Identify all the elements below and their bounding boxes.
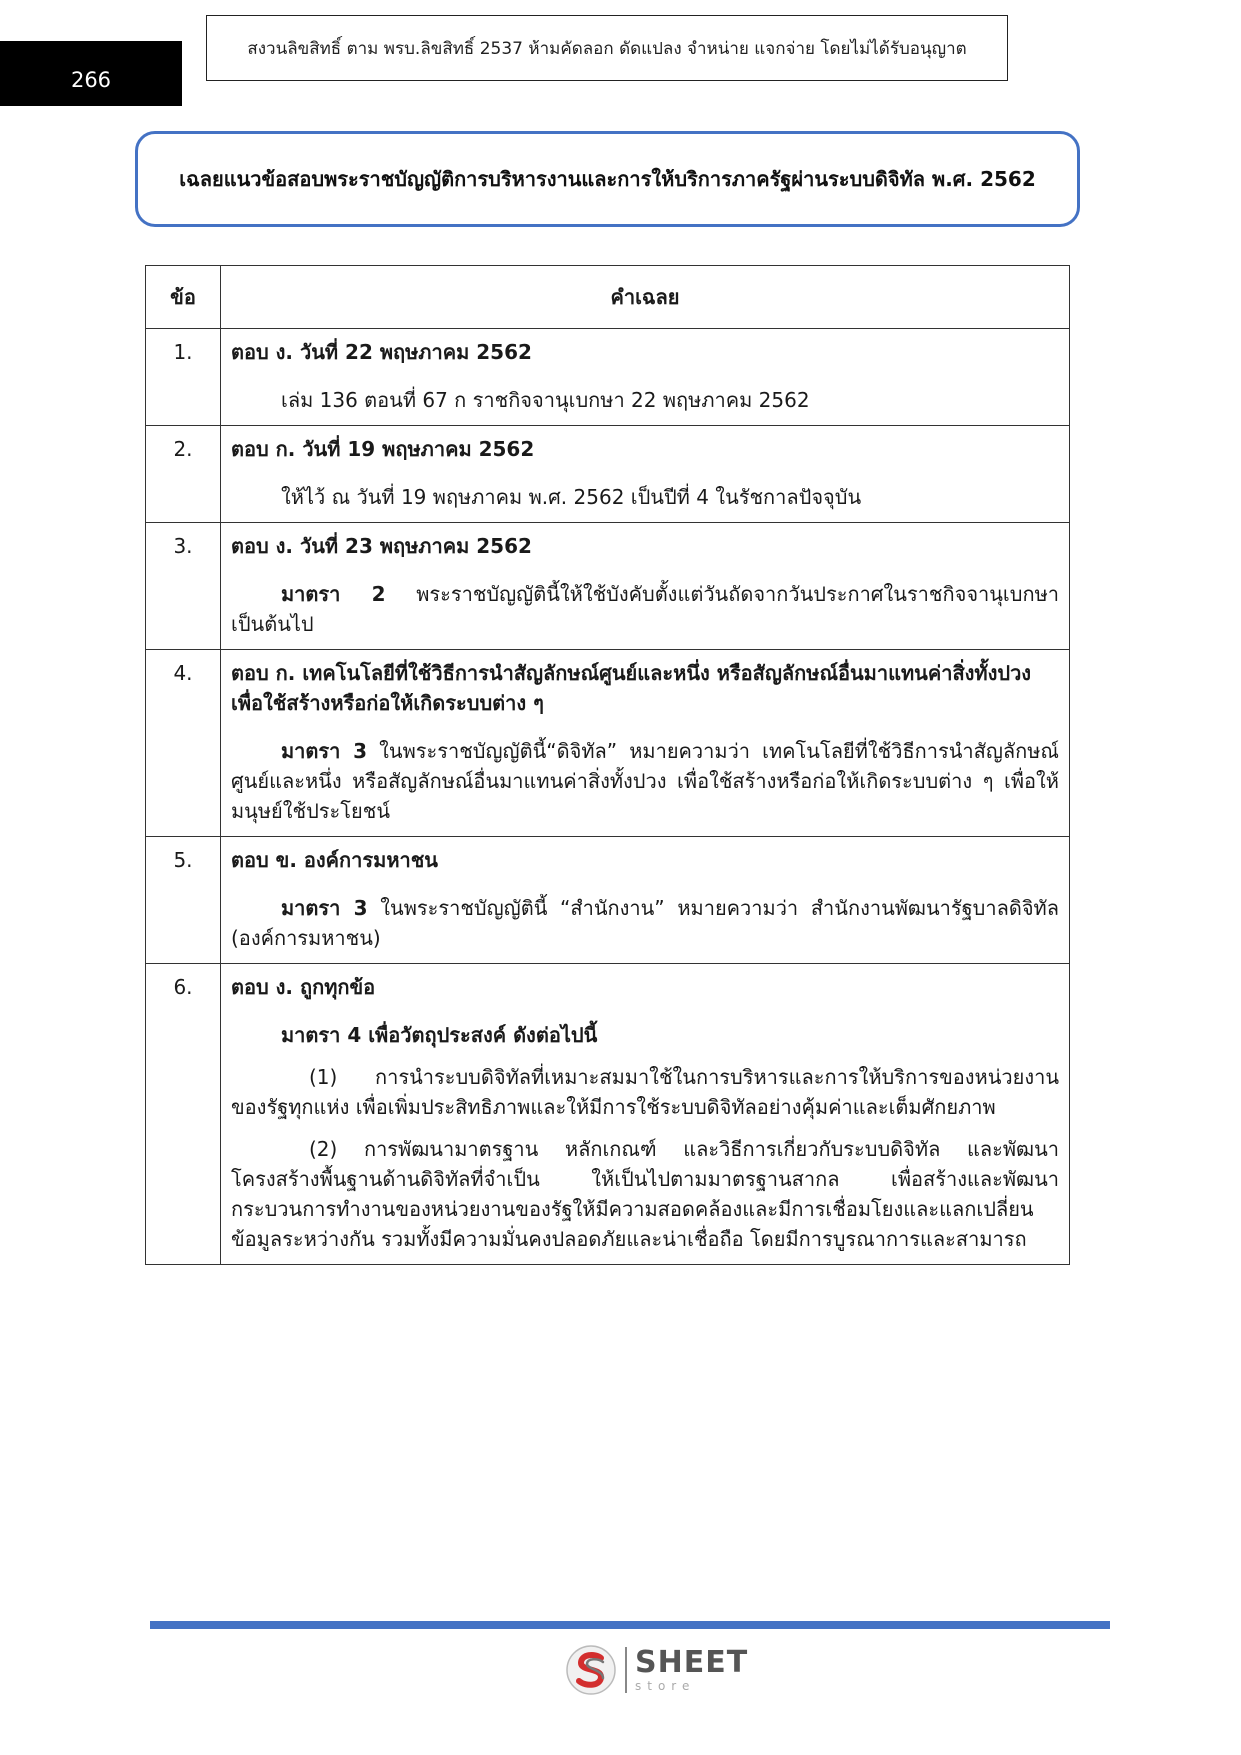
logo-text <box>635 1645 749 1693</box>
answer-detail: ให้ไว้ ณ วันที่ 19 พฤษภาคม พ.ศ. 2562 เป็นปีที่ 4 ในรัชกาลปัจจุบัน <box>281 485 862 509</box>
section-label: มาตรา 4 เพื่อวัตถุประสงค์ ดังต่อไปนี้ <box>281 1023 598 1047</box>
logo-separator <box>625 1647 627 1693</box>
answer-explanation <box>231 579 1059 639</box>
sheet-store-logo <box>565 1640 748 1700</box>
objective-item-1: (1) การนำระบบดิจิทัลที่เหมาะสมมาใช้ในการบริหารและการให้บริการของหน่วยงานของรัฐทุกแห่ง เพื่อเพิ่มประสิทธิภาพและให้มีการใช้ระบบดิจิทัลอย่างคุ้มค่าและเต็มศักยภาพ <box>231 1065 1059 1119</box>
answer-cell <box>221 523 1070 650</box>
question-number: 4. <box>146 650 221 837</box>
copyright-notice: สงวนลิขสิทธิ์ ตาม พรบ.ลิขสิทธิ์ 2537 ห้ามคัดลอก ดัดแปลง จำหน่าย แจกจ่าย โดยไม่ได้รับอนุญาต <box>206 15 1008 81</box>
logo-wordmark: SHEET <box>635 1645 749 1680</box>
answer-explanation <box>231 736 1059 826</box>
section-label: มาตรา 3 <box>281 739 368 763</box>
question-number: 6. <box>146 964 221 1265</box>
page-title: เฉลยแนวข้อสอบพระราชบัญญัติการบริหารงานและการให้บริการภาครัฐผ่านระบบดิจิทัล พ.ศ. 2562 <box>135 131 1080 227</box>
answer-cell <box>221 837 1070 964</box>
answer-heading: ตอบ ข. องค์การมหาชน <box>231 848 438 872</box>
table-header-row <box>146 266 1070 329</box>
footer-divider <box>150 1621 1110 1629</box>
answer-heading: ตอบ ง. วันที่ 22 พฤษภาคม 2562 <box>231 340 532 364</box>
answer-cell <box>221 426 1070 523</box>
question-number: 5. <box>146 837 221 964</box>
page-number: 266 <box>0 41 182 106</box>
table-row <box>146 523 1070 650</box>
answer-cell <box>221 964 1070 1265</box>
answer-cell <box>221 329 1070 426</box>
answer-detail: ในพระราชบัญญัตินี้“ดิจิทัล” หมายความว่า เทคโนโลยีที่ใช้วิธีการนำสัญลักษณ์ศูนย์และหนึ่ง หรือสัญลักษณ์อื่นมาแทนค่าสิ่งทั้งปวง เพื่อใช้สร้างหรือก่อให้เกิดระบบต่าง ๆ เพื่อให้มนุษย์ใช้ประโยชน์ <box>231 739 1059 823</box>
answer-heading: ตอบ ง. วันที่ 23 พฤษภาคม 2562 <box>231 534 532 558</box>
answer-heading: ตอบ ง. ถูกทุกข้อ <box>231 975 376 999</box>
column-header-answer: คำเฉลย <box>221 266 1070 329</box>
answer-detail: เล่ม 136 ตอนที่ 67 ก ราชกิจจานุเบกษา 22 พฤษภาคม 2562 <box>281 388 810 412</box>
objective-item-2: (2) การพัฒนามาตรฐาน หลักเกณฑ์ และวิธีการเกี่ยวกับระบบดิจิทัล และพัฒนาโครงสร้างพื้นฐานด้านดิจิทัลที่จำเป็น ให้เป็นไปตามมาตรฐานสากล เพื่อสร้างและพัฒนากระบวนการทำงานของหน่วยงานของรัฐให้มีความสอดคล้องและมีการเชื่อมโยงและแลกเปลี่ยนข้อมูลระหว่างกัน รวมทั้งมีความมั่นคงปลอดภัยและน่าเชื่อถือ โดยมีการบูรณาการและสามารถ <box>231 1137 1059 1251</box>
table-row <box>146 964 1070 1265</box>
question-number: 3. <box>146 523 221 650</box>
table-row <box>146 650 1070 837</box>
question-number: 2. <box>146 426 221 523</box>
answer-detail: พระราชบัญญัตินี้ให้ใช้บังคับตั้งแต่วันถัดจากวันประกาศในราชกิจจานุเบกษาเป็นต้นไป <box>231 582 1059 636</box>
answer-detail: ในพระราชบัญญัตินี้ “สำนักงาน” หมายความว่า สำนักงานพัฒนารัฐบาลดิจิทัล (องค์การมหาชน) <box>231 896 1059 950</box>
section-label: มาตรา 2 <box>281 582 386 606</box>
answer-table <box>145 265 1070 1265</box>
column-header-number: ข้อ <box>146 266 221 329</box>
sheet-s-logo-icon <box>565 1644 617 1696</box>
answer-heading: ตอบ ก. เทคโนโลยีที่ใช้วิธีการนำสัญลักษณ์ศูนย์และหนึ่ง หรือสัญลักษณ์อื่นมาแทนค่าสิ่งทั้งปวง เพื่อใช้สร้างหรือก่อให้เกิดระบบต่าง ๆ <box>231 661 1032 715</box>
table-row <box>146 329 1070 426</box>
answer-heading: ตอบ ก. วันที่ 19 พฤษภาคม 2562 <box>231 437 535 461</box>
answer-cell <box>221 650 1070 837</box>
table-row <box>146 837 1070 964</box>
table-row <box>146 426 1070 523</box>
logo-subtext: store <box>635 1679 696 1693</box>
question-number: 1. <box>146 329 221 426</box>
answer-explanation <box>231 893 1059 953</box>
section-label: มาตรา 3 <box>281 896 368 920</box>
